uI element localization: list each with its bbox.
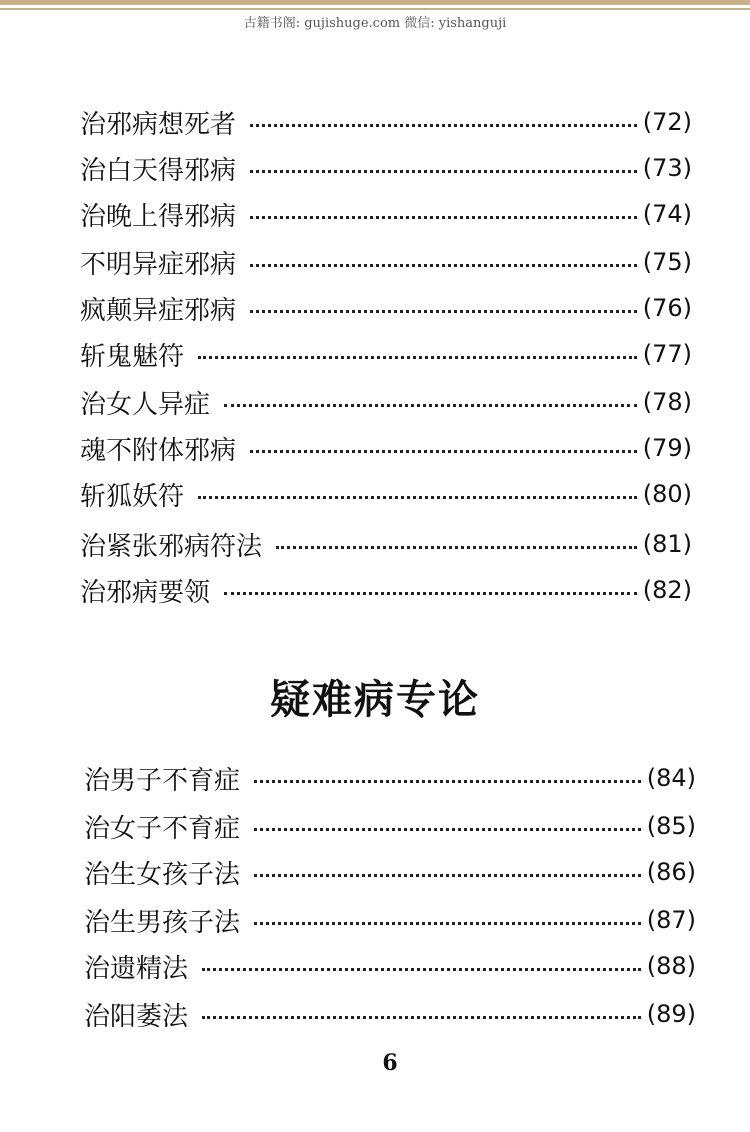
toc-entry-page: (76) xyxy=(642,294,692,322)
toc-entry-page: (79) xyxy=(642,434,692,462)
toc-entry-title: 魂不附体邪病 xyxy=(80,435,237,466)
toc-entry-title: 治男子不育症 xyxy=(84,765,241,796)
toc-entry-page: (88) xyxy=(646,952,696,980)
toc-entry-title: 治白天得邪病 xyxy=(80,155,237,186)
dot-leader xyxy=(202,1013,641,1019)
toc-entry xyxy=(84,852,696,892)
dot-leader xyxy=(198,493,637,499)
toc-entry-page: (75) xyxy=(642,248,692,276)
toc-entry-title: 治遗精法 xyxy=(84,953,189,984)
toc-entry-page: (87) xyxy=(646,906,696,934)
dot-leader xyxy=(198,353,637,359)
toc-entry-page: (86) xyxy=(646,858,696,886)
dot-leader xyxy=(254,777,641,783)
toc-entry-title: 治生男孩子法 xyxy=(84,907,241,938)
toc-entry-page: (74) xyxy=(642,200,692,228)
toc-entry xyxy=(80,382,692,422)
toc-entry-page: (82) xyxy=(642,576,692,604)
toc-entry xyxy=(80,334,692,374)
section-heading: 疑难病专论 xyxy=(270,677,480,723)
toc-entry xyxy=(80,428,692,468)
top-border-thin xyxy=(0,8,750,10)
dot-leader xyxy=(276,543,637,549)
toc-entry xyxy=(84,758,696,798)
dot-leader xyxy=(250,213,637,219)
toc-entry xyxy=(80,524,692,564)
dot-leader xyxy=(250,167,637,173)
toc-entry-title: 斩狐妖符 xyxy=(80,481,185,512)
toc-entry-page: (80) xyxy=(642,480,692,508)
dot-leader xyxy=(202,965,641,971)
toc-entry xyxy=(80,194,692,234)
dot-leader xyxy=(250,307,637,313)
toc-entry-page: (77) xyxy=(642,340,692,368)
toc-entry-title: 疯颠异症邪病 xyxy=(80,295,237,326)
toc-entry xyxy=(80,570,692,610)
toc-entry xyxy=(80,474,692,514)
toc-entry-title: 治晚上得邪病 xyxy=(80,201,237,232)
toc-entry-title: 治邪病想死者 xyxy=(80,109,237,140)
dot-leader xyxy=(250,121,637,127)
dot-leader xyxy=(224,589,637,595)
toc-entry xyxy=(80,148,692,188)
toc-entry-page: (85) xyxy=(646,812,696,840)
toc-entry-title: 治邪病要领 xyxy=(80,577,211,608)
toc-entry-title: 斩鬼魅符 xyxy=(80,341,185,372)
toc-entry-page: (78) xyxy=(642,388,692,416)
toc-entry xyxy=(80,288,692,328)
dot-leader xyxy=(254,825,641,831)
toc-entry-page: (72) xyxy=(642,108,692,136)
dot-leader xyxy=(250,447,637,453)
toc-entry xyxy=(84,900,696,940)
toc-entry-page: (89) xyxy=(646,1000,696,1028)
toc-entry-title: 治女人异症 xyxy=(80,389,211,420)
watermark-text: 古籍书阁: gujishuge.com 微信: yishanguji xyxy=(243,16,507,31)
toc-entry-title: 治女子不育症 xyxy=(84,813,241,844)
page-number: 6 xyxy=(382,1050,398,1076)
toc-entry-title: 治生女孩子法 xyxy=(84,859,241,890)
toc-entry-title: 不明异症邪病 xyxy=(80,249,237,280)
dot-leader xyxy=(254,919,641,925)
dot-leader xyxy=(250,261,637,267)
top-border-thick xyxy=(0,0,750,5)
toc-entry xyxy=(84,994,696,1034)
toc-entry-page: (81) xyxy=(642,530,692,558)
toc-entry xyxy=(84,806,696,846)
toc-entry-page: (84) xyxy=(646,764,696,792)
toc-entry-page: (73) xyxy=(642,154,692,182)
toc-entry-title: 治紧张邪病符法 xyxy=(80,531,263,562)
toc-entry-title: 治阳萎法 xyxy=(84,1001,189,1032)
toc-entry xyxy=(80,242,692,282)
toc-entry xyxy=(84,946,696,986)
toc-entry xyxy=(80,102,692,142)
dot-leader xyxy=(224,401,637,407)
dot-leader xyxy=(254,871,641,877)
